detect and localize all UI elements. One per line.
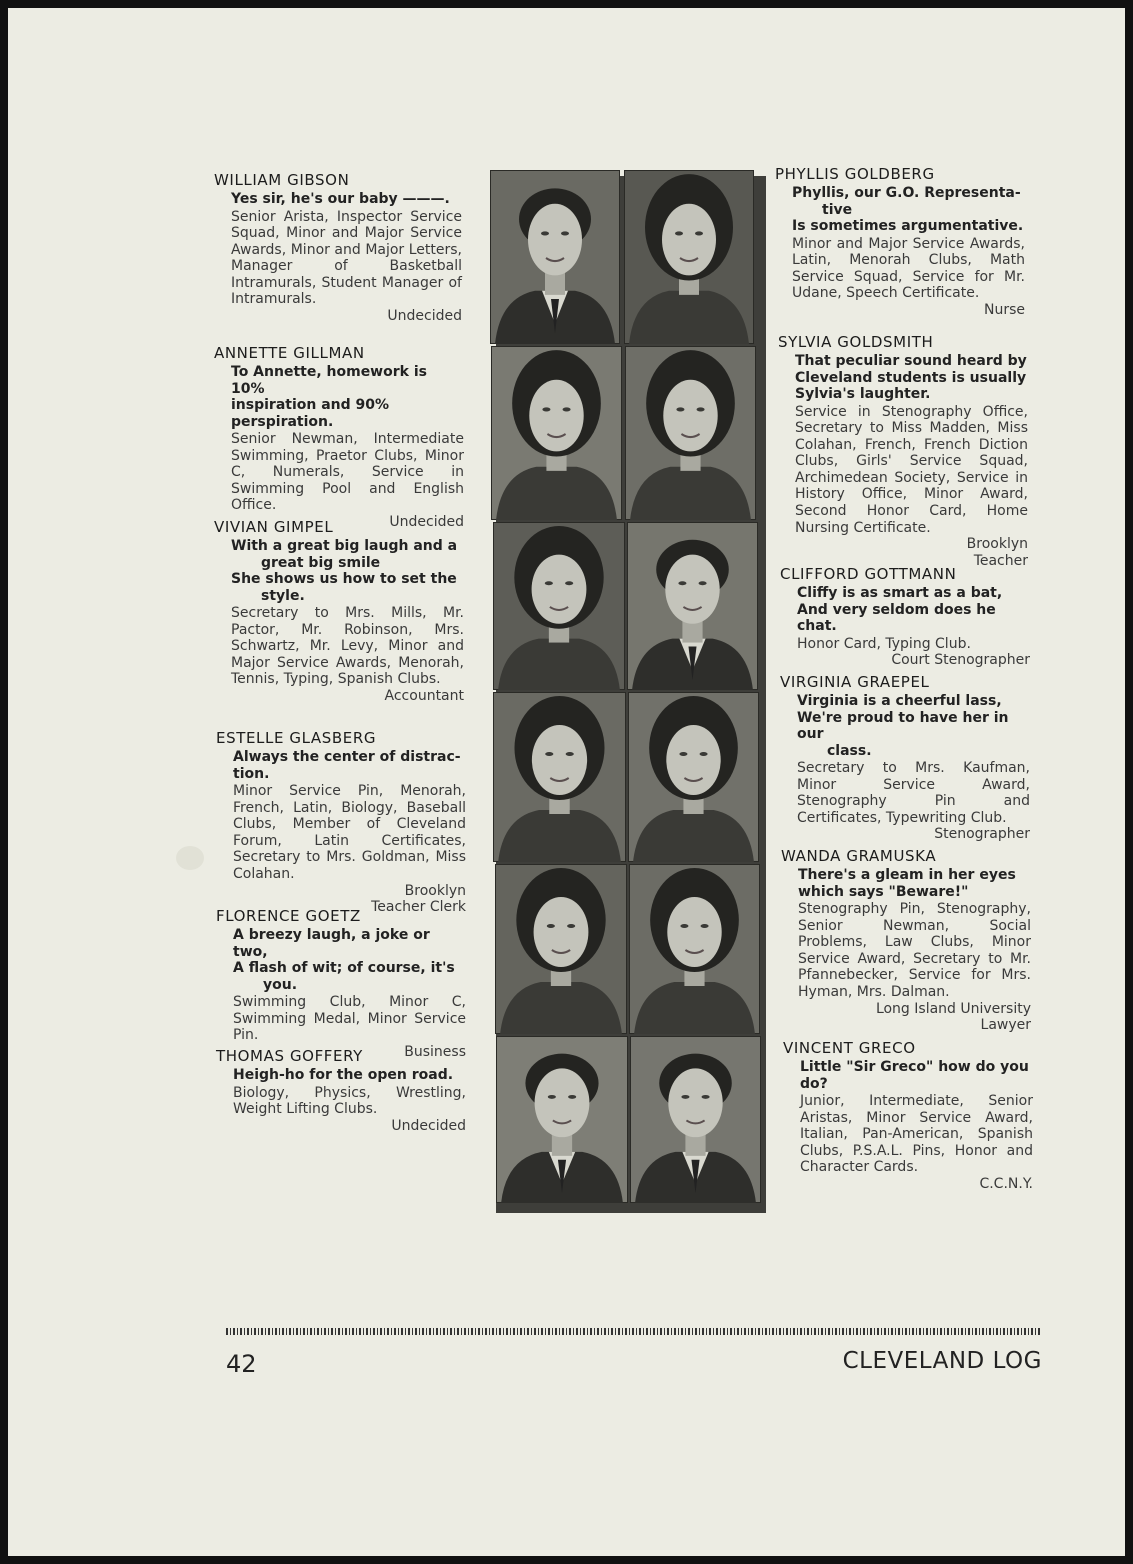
senior-portrait	[495, 864, 627, 1034]
quote-line: inspiration and 90% perspiration.	[231, 397, 390, 430]
senior-future-plan: Undecided	[387, 308, 462, 325]
quote-line: And very seldom does he chat.	[797, 601, 996, 634]
senior-portrait	[493, 522, 625, 690]
senior-activities: Biology, Physics, Wrestling, Weight Lifting Clubs.	[233, 1084, 466, 1118]
paper-stain	[176, 846, 204, 870]
senior-quote	[233, 749, 466, 782]
senior-portrait	[628, 692, 759, 862]
portrait-image	[496, 1036, 628, 1203]
senior-quote	[792, 185, 1025, 235]
senior-quote	[797, 585, 1030, 635]
senior-name: CLIFFORD GOTTMANN	[780, 565, 957, 583]
quote-line: We're proud to have her in our	[797, 709, 1009, 742]
senior-activities: Service in Stenography Office, Secretary to Miss Madden, Miss Colahan, French, French Diction Clubs, Girls' Service Squad, Archimedean Society, Service in History Office, Minor Award, Second Honor Card, Home Nursing Certificate.	[795, 403, 1028, 536]
senior-activities: Senior Newman, Intermediate Swimming, Praetor Clubs, Minor C, Numerals, Service in Swimming Pool and English Office.	[231, 431, 464, 514]
quote-line: To Annette, homework is 10%	[231, 364, 427, 397]
senior-quote	[798, 867, 1031, 900]
senior-entry	[216, 1048, 466, 1134]
quote-line: That peculiar sound heard by	[795, 353, 1027, 369]
senior-portrait	[624, 170, 754, 344]
senior-activities: Minor Service Pin, Menorah, French, Latin, Biology, Baseball Clubs, Member of Cleveland Forum, Latin Certificates, Secretary to Mrs. Goldman, Miss Colahan.	[233, 783, 466, 882]
senior-name: VIVIAN GIMPEL	[214, 518, 334, 536]
quote-line: Is sometimes argumentative.	[792, 218, 1024, 234]
senior-future-plan: Court Stenographer	[891, 652, 1030, 669]
quote-line: tion.	[233, 765, 270, 782]
senior-future-plan: Accountant	[384, 687, 464, 704]
portrait-image	[490, 170, 620, 344]
quote-line: tive	[822, 201, 853, 218]
quote-line: With a great big laugh and a	[231, 538, 458, 554]
senior-portrait	[625, 346, 756, 520]
portrait-image	[628, 692, 759, 862]
senior-activities: Junior, Intermediate, Senior Aristas, Minor Service Award, Italian, Pan-American, Spanish Clubs, P.S.A.L. Pins, Honor and Character Cards.	[800, 1093, 1033, 1176]
quote-line: A breezy laugh, a joke or two,	[233, 927, 430, 960]
quote-line: She shows us how to set the	[231, 571, 457, 587]
senior-future-plan: Teacher Clerk	[371, 899, 466, 916]
senior-entry	[780, 566, 1030, 669]
senior-quote	[233, 927, 466, 993]
senior-name: WILLIAM GIBSON	[214, 171, 350, 189]
senior-future-plan: Business	[404, 1043, 466, 1060]
senior-entry	[775, 166, 1025, 318]
portrait-image	[495, 864, 627, 1034]
senior-future-plan: Teacher	[973, 552, 1028, 569]
senior-entry	[778, 334, 1028, 569]
senior-portrait	[496, 1036, 628, 1203]
senior-activities: Senior Arista, Inspector Service Squad, Minor and Major Service Awards, Minor and Major Letters, Manager of Basketball Intramurals, Student Manager of Intramurals.	[231, 208, 462, 308]
senior-future-plan: Lawyer	[980, 1017, 1031, 1034]
senior-name: THOMAS GOFFERY	[216, 1047, 363, 1065]
senior-future-plan: Long Island University	[875, 1000, 1031, 1017]
senior-portrait	[630, 1036, 761, 1203]
portrait-image	[627, 522, 758, 690]
senior-future-plan: Stenographer	[934, 826, 1030, 843]
senior-future-plan: Undecided	[389, 513, 464, 530]
senior-future-plan: Nurse	[983, 301, 1025, 318]
quote-line: which says "Beware!"	[798, 883, 969, 900]
senior-entry	[214, 345, 464, 531]
senior-quote	[231, 191, 462, 208]
quote-line: style.	[261, 587, 305, 604]
quote-line: Cliffy is as smart as a bat,	[797, 585, 1003, 601]
senior-quote	[233, 1067, 466, 1084]
quote-line: Virginia is a cheerful lass,	[797, 693, 1002, 709]
senior-entry	[781, 848, 1031, 1034]
portrait-image	[493, 692, 626, 862]
senior-quote	[800, 1059, 1033, 1092]
quote-line: Sylvia's laughter.	[795, 386, 931, 402]
quote-line: class.	[827, 742, 872, 759]
senior-future-plan: Brooklyn	[966, 536, 1028, 553]
senior-portrait	[629, 864, 760, 1034]
senior-entry	[783, 1040, 1033, 1193]
page-number: 42	[226, 1350, 257, 1378]
quote-line: Always the center of distrac-	[233, 749, 461, 765]
senior-name: SYLVIA GOLDSMITH	[778, 333, 934, 351]
senior-name: WANDA GRAMUSKA	[781, 847, 937, 865]
senior-activities: Secretary to Mrs. Mills, Mr. Pactor, Mr. Robinson, Mrs. Schwartz, Mr. Levy, Minor and Major Service Awards, Menorah, Tennis, Typing, Spanish Clubs.	[231, 605, 464, 688]
quote-line: do?	[800, 1075, 828, 1092]
senior-entry	[780, 674, 1030, 843]
quote-line: you.	[263, 976, 298, 993]
footer-rule	[226, 1328, 1041, 1335]
senior-activities: Honor Card, Typing Club.	[797, 635, 971, 652]
portrait-image	[629, 864, 760, 1034]
yearbook-page	[8, 8, 1125, 1556]
senior-activities: Swimming Club, Minor C, Swimming Medal, Minor Service Pin.	[233, 994, 466, 1044]
senior-portrait	[491, 346, 622, 520]
quote-line: great big smile	[261, 554, 381, 571]
publication-title: CLEVELAND LOG	[842, 1348, 1042, 1374]
senior-entry	[214, 172, 462, 325]
quote-line: Phyllis, our G.O. Representa-	[792, 185, 1021, 201]
senior-name: ANNETTE GILLMAN	[214, 344, 365, 362]
senior-future-plan: Undecided	[391, 1117, 466, 1134]
quote-line: Yes sir, he's our baby ———.	[231, 191, 450, 207]
senior-name: PHYLLIS GOLDBERG	[775, 165, 935, 183]
senior-quote	[795, 353, 1028, 403]
senior-name: VINCENT GRECO	[783, 1039, 916, 1057]
portrait-image	[624, 170, 754, 344]
portrait-image	[630, 1036, 761, 1203]
senior-future-plan: Brooklyn	[404, 882, 466, 899]
senior-entry	[214, 519, 464, 705]
quote-line: Cleveland students is usually	[795, 369, 1027, 386]
senior-entry	[216, 908, 466, 1060]
senior-name: ESTELLE GLASBERG	[216, 729, 377, 747]
senior-portrait	[493, 692, 626, 862]
senior-quote	[231, 538, 464, 604]
senior-quote	[231, 364, 464, 430]
portrait-image	[493, 522, 625, 690]
senior-quote	[797, 693, 1030, 759]
quote-line: Little "Sir Greco" how do you	[800, 1059, 1029, 1075]
portrait-image	[625, 346, 756, 520]
portrait-image	[491, 346, 622, 520]
senior-activities: Minor and Major Service Awards, Latin, Menorah Clubs, Math Service Squad, Service for Mr. Udane, Speech Certificate.	[792, 235, 1025, 302]
senior-portrait	[627, 522, 758, 690]
senior-activities: Stenography Pin, Stenography, Senior Newman, Social Problems, Law Clubs, Minor Service Award, Secretary to Mr. Pfannebecker, Service for Mrs. Hyman, Mrs. Dalman.	[798, 901, 1031, 1000]
senior-name: FLORENCE GOETZ	[216, 907, 361, 925]
senior-future-plan: C.C.N.Y.	[979, 1175, 1033, 1192]
quote-line: A flash of wit; of course, it's	[233, 960, 455, 976]
senior-portrait	[490, 170, 620, 344]
quote-line: Heigh-ho for the open road.	[233, 1067, 454, 1083]
senior-activities: Secretary to Mrs. Kaufman, Minor Service Award, Stenography Pin and Certificates, Typewriting Club.	[797, 760, 1030, 826]
senior-name: VIRGINIA GRAEPEL	[780, 673, 930, 691]
quote-line: There's a gleam in her eyes	[798, 867, 1016, 883]
senior-entry	[216, 730, 466, 916]
